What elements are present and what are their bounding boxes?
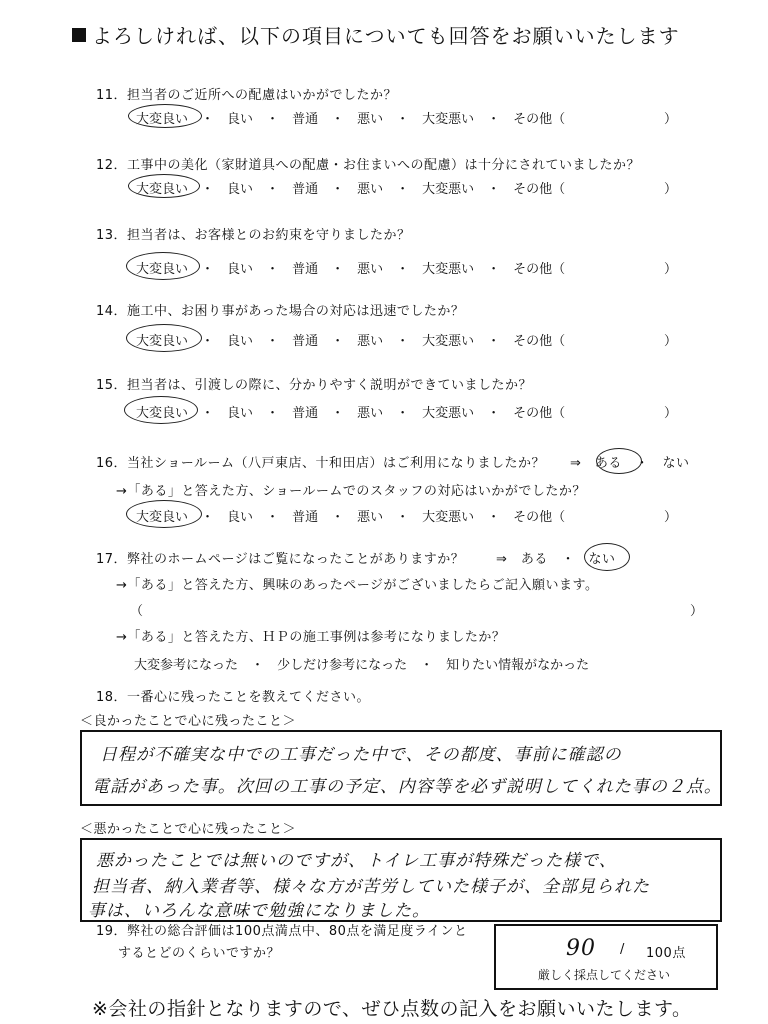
q16-answer: ⇒ ある ・ ない (570, 456, 690, 471)
question-11: 11．担当者のご近所への配慮はいかがでしたか？ (96, 88, 398, 103)
question-18: 18．一番心に残ったことを教えてください。 (96, 690, 371, 705)
answer-circle (584, 543, 630, 571)
good-comment-line1: 日程が不確実な中での工事だった中で、その都度、事前に確認の (100, 745, 622, 765)
q16-close: ） (664, 510, 678, 525)
square-bullet-icon (72, 28, 86, 42)
question-12-options: 大変良い ・ 良い ・ 普通 ・ 悪い ・ 大変悪い ・ その他（ (136, 182, 566, 197)
question-13: 13．担当者は、お客様とのお約束を守りましたか？ (96, 228, 411, 243)
answer-circle (128, 174, 200, 198)
q17-sub1: →「ある」と答えた方、興味のあったページがございましたらご記入願います。 (116, 578, 599, 593)
question-19-line1: 19．弊社の総合評価は100点満点中、80点を満足度ラインと (96, 924, 468, 939)
answer-circle (128, 104, 202, 128)
survey-header (72, 20, 680, 49)
question-13-options: 大変良い ・ 良い ・ 普通 ・ 悪い ・ 大変悪い ・ その他（ (136, 262, 566, 277)
bad-comment-line3: 事は、いろんな意味で勉強になりました。 (88, 901, 430, 921)
question-15-options: 大変良い ・ 良い ・ 普通 ・ 悪い ・ 大変悪い ・ その他（ (136, 406, 566, 421)
question-17: 17．弊社のホームページはご覧になったことがありますか？ (96, 552, 465, 567)
score-max: 100点 (646, 946, 686, 961)
question-12-close: ） (664, 182, 678, 197)
bad-comment-line1: 悪かったことでは無いのですが、トイレ工事が特殊だった様で、 (96, 851, 617, 871)
question-15: 15．担当者は、引渡しの際に、分かりやすく説明ができていましたか？ (96, 378, 533, 393)
score-value: 90 (566, 936, 596, 961)
q17-answer: ⇒ ある ・ ない (496, 552, 616, 567)
q17-sub2: →「ある」と答えた方、ＨＰの施工事例は参考になりましたか？ (116, 630, 506, 645)
question-16: 16．当社ショールーム（八戸東店、十和田店）はご利用になりましたか？ (96, 456, 546, 471)
footer-note: ※会社の指針となりますので、ぜひ点数の記入をお願いいたします。 (92, 998, 692, 1020)
header-text: よろしければ、以下の項目についても回答をお願いいたします (92, 24, 680, 48)
question-15-close: ） (664, 406, 678, 421)
question-12: 12．工事中の美化（家財道具への配慮・お住まいへの配慮）は十分にされていましたか？ (96, 158, 641, 173)
question-11-options: 大変良い ・ 良い ・ 普通 ・ 悪い ・ 大変悪い ・ その他（ (136, 112, 566, 127)
question-19-line2: するとどのくらいですか？ (118, 946, 281, 961)
answer-circle (124, 396, 198, 424)
question-14: 14．施工中、お困り事があった場合の対応は迅速でしたか？ (96, 304, 465, 319)
q17-paren-close: ） (690, 604, 704, 619)
q16-sub: →「ある」と答えた方、ショールームでのスタッフの対応はいかがでしたか？ (116, 484, 586, 499)
answer-circle (126, 500, 202, 528)
question-14-options: 大変良い ・ 良い ・ 普通 ・ 悪い ・ 大変悪い ・ その他（ (136, 334, 566, 349)
answer-circle (596, 448, 642, 474)
question-11-close: ） (664, 112, 678, 127)
q17-options: 大変参考になった ・ 少しだけ参考になった ・ 知りたい情報がなかった (134, 658, 590, 673)
good-comment-line2: 電話があった事。次回の工事の予定、内容等を必ず説明してくれた事の２点。 (92, 777, 722, 797)
answer-circle (126, 252, 200, 280)
question-14-close: ） (664, 334, 678, 349)
q16-options: 大変良い ・ 良い ・ 普通 ・ 悪い ・ 大変悪い ・ その他（ (136, 510, 566, 525)
q17-paren-open: （ (130, 604, 144, 619)
score-slash: / (620, 942, 625, 957)
q18-good-label: ＜良かったことで心に残ったこと＞ (80, 714, 297, 729)
q18-bad-label: ＜悪かったことで心に残ったこと＞ (80, 822, 297, 837)
score-note: 厳しく採点してください (538, 968, 671, 982)
bad-comment-line2: 担当者、納入業者等、様々な方が苦労していた様子が、全部見られた (92, 877, 650, 897)
question-13-close: ） (664, 262, 678, 277)
answer-circle (126, 324, 202, 352)
